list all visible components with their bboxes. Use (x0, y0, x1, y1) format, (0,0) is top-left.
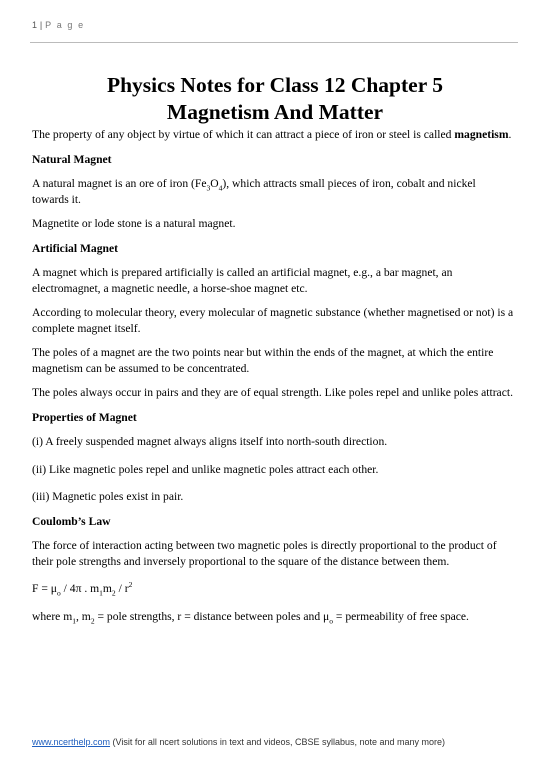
text: O (210, 177, 219, 190)
superscript: 2 (128, 580, 133, 590)
natural-magnet-paragraph-2: Magnetite or lode stone is a natural magnet. (32, 217, 236, 230)
document-body (32, 127, 514, 633)
coulomb-where-definition (32, 609, 514, 625)
page-separator: | (39, 20, 43, 30)
properties-heading: Properties of Magnet (32, 410, 137, 424)
text: A natural magnet is an ore of iron (Fe (32, 177, 207, 190)
property-item: (i) A freely suspended magnet always aligns itself into north-south direction. (32, 435, 388, 448)
title-line-1: Physics Notes for Class 12 Chapter 5 (106, 73, 444, 97)
document-title (0, 72, 550, 126)
artificial-magnet-paragraph-2: According to molecular theory, every molecular of magnetic substance (whether magnetised or not) is a complete magnet itself. (32, 306, 514, 335)
header-divider (30, 42, 518, 43)
coulomb-formula (32, 581, 514, 597)
property-item: (iii) Magnetic poles exist in pair. (32, 490, 184, 503)
subscript: 1 (99, 588, 103, 598)
page-header (32, 20, 85, 30)
artificial-magnet-paragraph-3: The poles of a magnet are the two points near but within the ends of the magnet, at which the entire magnetism can be assumed to be concentrated. (32, 346, 494, 375)
text: / r (115, 582, 129, 595)
intro-paragraph (32, 127, 514, 143)
subscript: 2 (90, 615, 95, 625)
intro-bold-term: magnetism (454, 128, 509, 141)
subscript: 3 (206, 183, 211, 193)
page-number: 1 (32, 20, 38, 30)
text: F = μ (32, 582, 57, 595)
text: / 4π . m (60, 582, 100, 595)
artificial-magnet-paragraph-4: The poles always occur in pairs and they are of equal strength. Like poles repel and unlike poles attract. (32, 386, 513, 399)
page-footer (32, 737, 445, 747)
subscript: 1 (72, 615, 76, 625)
text: = pole strengths, r = distance between poles and μ (94, 609, 330, 623)
natural-magnet-paragraph-1 (32, 176, 514, 207)
subscript: 4 (218, 183, 223, 193)
artificial-magnet-heading: Artificial Magnet (32, 241, 118, 255)
page-word: P a g e (45, 20, 85, 30)
title-line-2: Magnetism And Matter (166, 100, 384, 124)
subscript: 2 (111, 588, 116, 598)
intro-text: The property of any object by virtue of which it can attract a piece of iron or steel is called (32, 128, 455, 141)
text: m (102, 582, 112, 595)
text: ), which attracts small pieces of iron, cobalt and nickel towards it. (32, 177, 476, 206)
footer-note: (Visit for all ncert solutions in text and videos, CBSE syllabus, note and many more) (110, 737, 446, 747)
text: , m (76, 609, 91, 623)
intro-text-end: . (508, 128, 512, 141)
coulomb-law-heading: Coulomb’s Law (32, 514, 111, 528)
property-item: (ii) Like magnetic poles repel and unlike magnetic poles attract each other. (32, 462, 379, 476)
artificial-magnet-paragraph-1: A magnet which is prepared artificially is called an artificial magnet, e.g., a bar magnet, an electromagnet, a magnetic needle, a horse-shoe magnet etc. (32, 266, 453, 295)
website-link[interactable]: www.ncerthelp.com (32, 737, 111, 747)
text: = permeability of free space. (333, 609, 469, 623)
subscript: o (57, 588, 61, 598)
natural-magnet-heading: Natural Magnet (32, 152, 112, 166)
subscript: o (329, 615, 334, 625)
text: where m (32, 609, 73, 623)
coulomb-law-paragraph: The force of interaction acting between two magnetic poles is directly proportional to the product of their pole strengths and inversely proportional to the square of the distance between them. (32, 539, 497, 568)
